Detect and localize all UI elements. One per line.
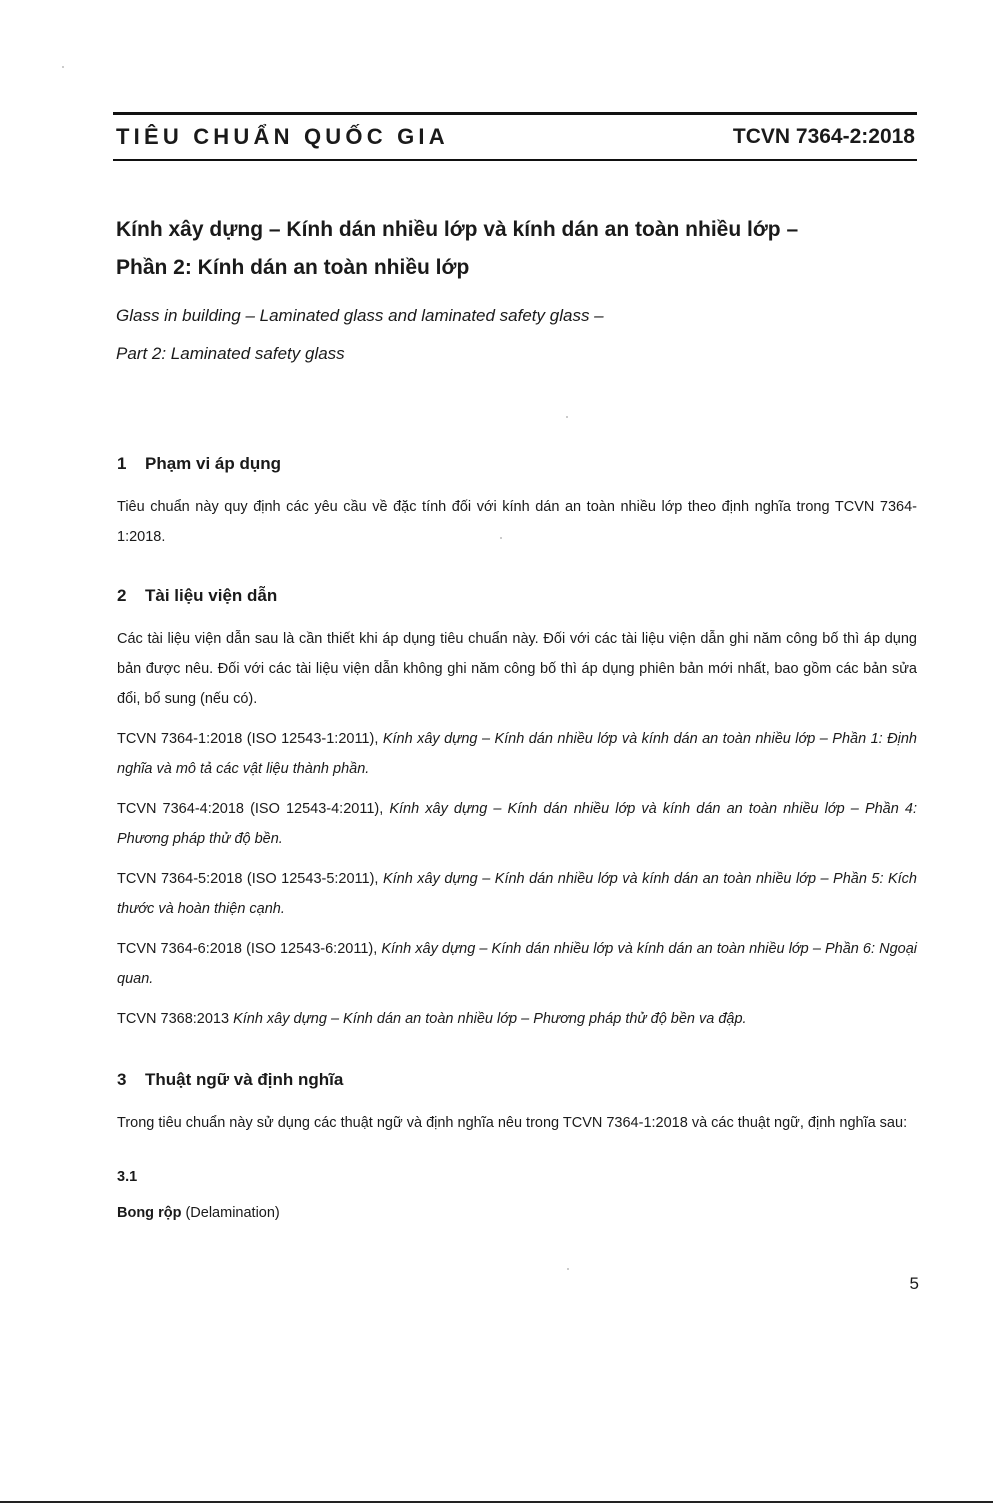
subtitle-line-2: Part 2: Laminated safety glass xyxy=(116,344,345,363)
term-english: (Delamination) xyxy=(185,1205,280,1221)
header-standard-code: TCVN 7364-2:2018 xyxy=(732,125,915,148)
section-2-number: 2 xyxy=(117,586,127,605)
section-3-text: Trong tiêu chuẩn này sử dụng các thuật ngữ và định nghĩa nêu trong TCVN 7364-1:2018 và các thuật ngữ, định nghĩa sau: xyxy=(117,1115,908,1131)
reference-title: Kính xây dựng – Kính dán an toàn nhiều lớp – Phương pháp thử độ bền va đập. xyxy=(233,1011,747,1027)
section-3-heading xyxy=(117,1066,917,1094)
reference-item xyxy=(117,794,917,854)
reference-code: TCVN 7368:2013 xyxy=(117,1011,230,1027)
document-subtitle-english xyxy=(116,297,916,373)
reference-title: Kính xây dựng – Kính dán nhiều lớp và kính dán an toàn nhiều lớp – Phần 5: Kích thước và hoàn thiện cạnh. xyxy=(117,871,917,917)
scan-speck xyxy=(500,537,502,539)
section-2-heading xyxy=(117,582,917,610)
header-rule-bottom xyxy=(113,159,917,161)
section-1-heading xyxy=(117,450,917,478)
title-line-2: Phần 2: Kính dán an toàn nhiều lớp xyxy=(116,256,470,279)
page-number: 5 xyxy=(909,1274,919,1293)
reference-code: TCVN 7364-4:2018 (ISO 12543-4:2011), xyxy=(117,801,384,817)
reference-item xyxy=(117,934,917,994)
header-standard-type: TIÊU CHUẨN QUỐC GIA xyxy=(116,124,449,149)
reference-item xyxy=(117,864,917,924)
term-number: 3.1 xyxy=(117,1169,138,1185)
section-2-text: Các tài liệu viện dẫn sau là cần thiết khi áp dụng tiêu chuẩn này. Đối với các tài liệu viện dẫn ghi năm công bố thì áp dụng bản được nêu. Đối với các tài liệu viện dẫn không ghi năm công bố thì áp dụng phiên bản mới nhất, bao gồm các bản sửa đổi, bổ sung (nếu có). xyxy=(117,631,917,707)
scan-speck xyxy=(62,66,64,68)
reference-title: Kính xây dựng – Kính dán nhiều lớp và kính dán an toàn nhiều lớp – Phần 1: Định nghĩa và mô tả các vật liệu thành phần. xyxy=(117,731,917,777)
subtitle-line-1: Glass in building – Laminated glass and laminated safety glass – xyxy=(116,306,604,325)
term-entry xyxy=(117,1198,917,1228)
reference-title: Kính xây dựng – Kính dán nhiều lớp và kính dán an toàn nhiều lớp – Phần 4: Phương pháp thử độ bền. xyxy=(117,801,917,847)
section-1-number: 1 xyxy=(117,454,127,473)
document-title xyxy=(116,211,916,287)
reference-code: TCVN 7364-5:2018 (ISO 12543-5:2011), xyxy=(117,871,379,887)
section-1-title: Phạm vi áp dụng xyxy=(145,454,282,473)
section-3-title: Thuật ngữ và định nghĩa xyxy=(145,1070,344,1089)
header-rule-top xyxy=(113,112,917,115)
section-2-title: Tài liệu viện dẫn xyxy=(145,586,278,605)
scan-speck xyxy=(567,1268,569,1270)
section-3-number: 3 xyxy=(117,1070,127,1089)
section-1-text: Tiêu chuẩn này quy định các yêu cầu về đặc tính đối với kính dán an toàn nhiều lớp theo định nghĩa trong TCVN 7364-1:2018. xyxy=(117,499,917,545)
reference-code: TCVN 7364-6:2018 (ISO 12543-6:2011), xyxy=(117,941,378,957)
reference-code: TCVN 7364-1:2018 (ISO 12543-1:2011), xyxy=(117,731,379,747)
title-line-1: Kính xây dựng – Kính dán nhiều lớp và kính dán an toàn nhiều lớp – xyxy=(116,218,799,241)
scan-speck xyxy=(566,416,568,418)
term-name: Bong rộp xyxy=(117,1205,182,1221)
document-body xyxy=(117,450,917,1228)
reference-item xyxy=(117,1004,917,1034)
reference-item xyxy=(117,724,917,784)
reference-title: Kính xây dựng – Kính dán nhiều lớp và kính dán an toàn nhiều lớp – Phần 6: Ngoại quan. xyxy=(117,941,917,987)
